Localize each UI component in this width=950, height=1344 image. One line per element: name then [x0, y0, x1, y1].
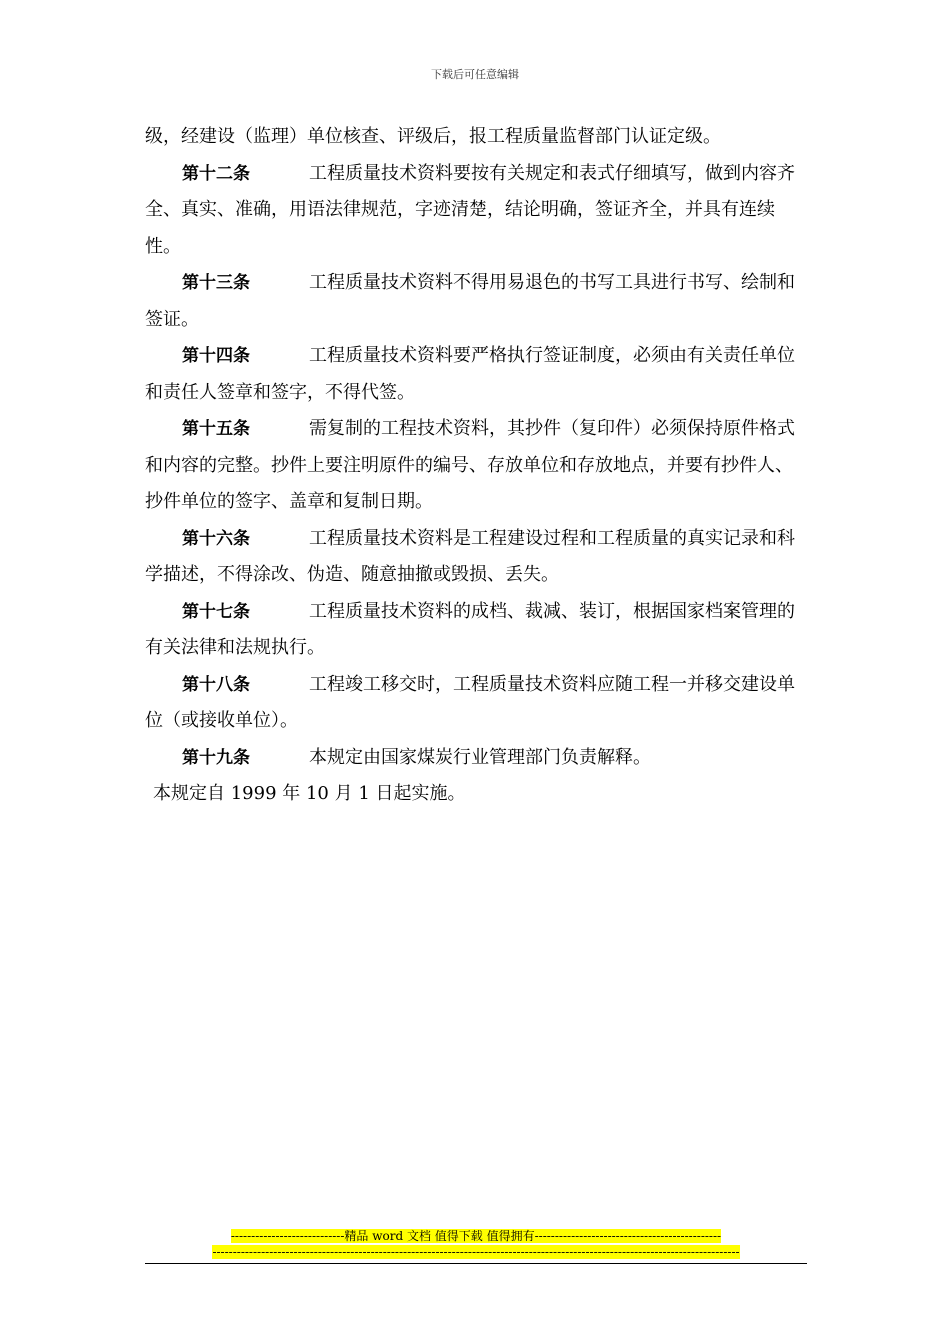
footer-rule	[145, 1263, 807, 1264]
page-header-note: 下载后可任意编辑	[431, 68, 519, 81]
footer-dashes	[145, 1244, 807, 1260]
article-text: 工程质量技术资料要按有关规定和表式仔细填写，做到内容齐全、真实、准确，用语法律规范，字迹清楚，结论明确，签证齐全，并具有连续性。	[145, 162, 795, 257]
document-body	[145, 119, 810, 813]
article-14	[145, 338, 810, 411]
article-text: 本规定由国家煤炭行业管理部门负责解释。	[309, 746, 651, 768]
article-number: 第十八条	[182, 674, 250, 695]
article-number: 第十七条	[182, 601, 250, 622]
footer-banner	[145, 1228, 807, 1244]
article-19	[145, 740, 810, 777]
article-12	[145, 156, 810, 266]
article-number: 第十四条	[182, 346, 250, 366]
article-number: 第十三条	[182, 273, 250, 293]
article-text: 工程质量技术资料要严格执行签证制度，必须由有关责任单位和责任人签章和签字，不得代签。	[145, 345, 795, 403]
article-text: 需复制的工程技术资料，其抄件（复印件）必须保持原件格式和内容的完整。抄件上要注明原件的编号、存放单位和存放地点，并要有抄件人、抄件单位的签字、盖章和复制日期。	[145, 418, 795, 512]
article-text: 工程竣工移交时，工程质量技术资料应随工程一并移交建设单位（或接收单位）。	[145, 673, 795, 731]
article-15	[145, 411, 810, 521]
closing-paragraph: 本规定自 1999 年 10 月 1 日起实施。	[153, 783, 466, 804]
article-13	[145, 265, 810, 338]
page-footer	[145, 1228, 807, 1264]
article-17	[145, 594, 810, 667]
article-number: 第十五条	[182, 419, 250, 439]
footer-banner-text: ----------------------------精品 word 文档 值得下载 值得拥有----------------------------------------------	[230, 1229, 722, 1243]
article-number: 第十六条	[182, 528, 250, 549]
lead-paragraph: 级，经建设（监理）单位核查、评级后，报工程质量监督部门认证定级。	[145, 126, 721, 147]
article-number: 第十九条	[182, 747, 250, 768]
article-18	[145, 667, 810, 740]
article-text: 工程质量技术资料是工程建设过程和工程质量的真实记录和科学描述，不得涂改、伪造、随意抽撤或毁损、丢失。	[145, 527, 795, 585]
article-text: 工程质量技术资料不得用易退色的书写工具进行书写、绘制和签证。	[145, 272, 795, 330]
article-16	[145, 521, 810, 594]
footer-dashes-text: ----------------------------------------------------------------------------------------------------------------------------------	[212, 1245, 740, 1259]
article-number: 第十二条	[182, 163, 250, 184]
article-text: 工程质量技术资料的成档、裁减、装订，根据国家档案管理的有关法律和法规执行。	[145, 600, 795, 658]
